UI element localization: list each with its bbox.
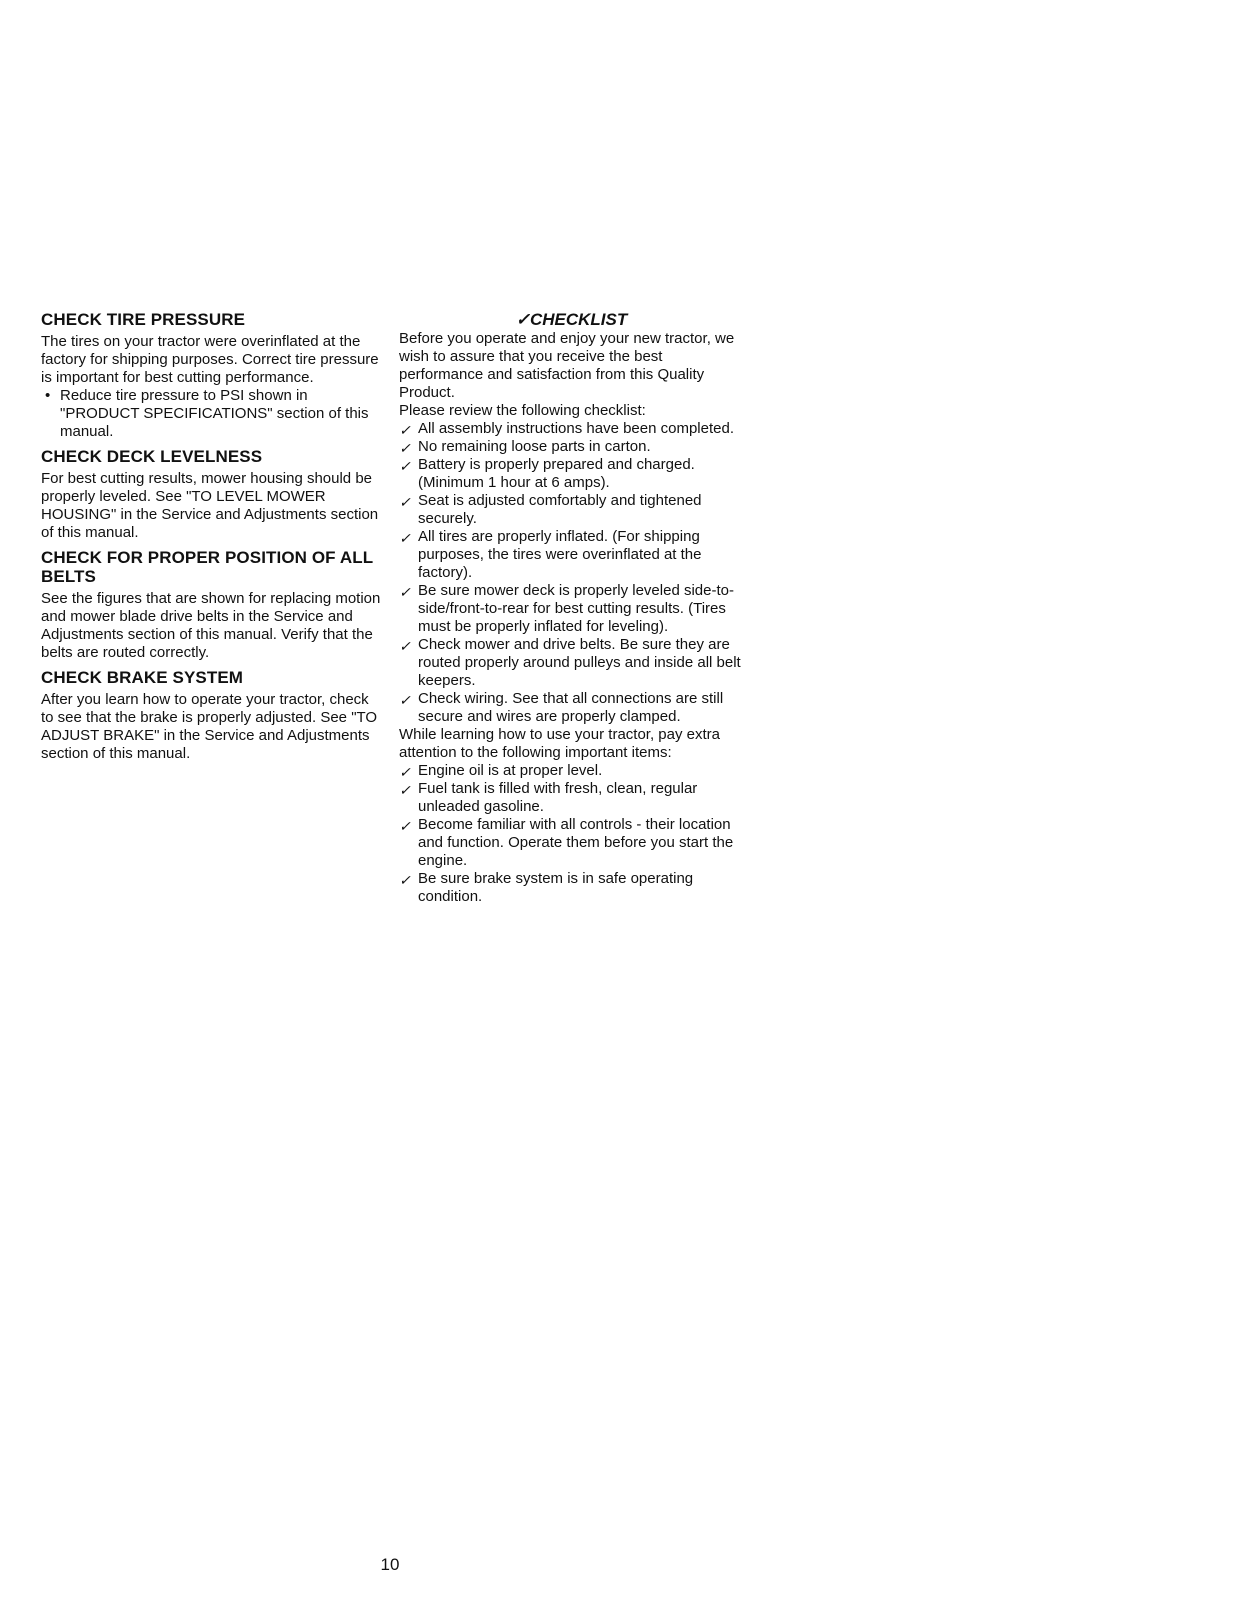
checklist-item-text: Check mower and drive belts. Be sure they are routed properly around pulleys and inside all belt keepers. [418,636,741,689]
check-mark-icon: ✓ [399,638,411,654]
important-item-text: Fuel tank is filled with fresh, clean, regular unleaded gasoline. [418,780,698,815]
check-mark-icon: ✓ [399,458,411,474]
checklist-review: Please review the following checklist: [399,402,646,419]
check-mark-icon: ✓ [399,530,411,546]
checklist-items [399,420,744,726]
page-number: 10 [380,1555,400,1574]
check-mark-icon: ✓ [399,422,411,438]
check-mark-icon: ✓ [399,764,411,780]
checklist-item-text: Battery is properly prepared and charged. (Minimum 1 hour at 6 amps). [418,456,695,491]
important-items [399,762,744,906]
deck-levelness-text: For best cutting results, mower housing should be properly leveled. See "TO LEVEL MOWER HOUSING" in the Service and Adjustments section of this manual. [41,470,379,541]
checklist-item [399,438,744,456]
left-column [41,310,381,763]
right-column [399,310,744,906]
check-mark-icon: ✓ [399,440,411,456]
checklist-item-text: No remaining loose parts in carton. [418,438,651,455]
important-item [399,780,744,816]
checklist-item [399,690,744,726]
check-brake-heading: CHECK BRAKE SYSTEM [41,668,244,687]
important-item-text: Be sure brake system is in safe operating condition. [418,870,694,905]
check-mark-icon: ✓ [399,584,411,600]
checklist-item-text: All tires are properly inflated. (For shipping purposes, the tires were overinflated at the factory). [418,528,702,581]
tire-pressure-text: The tires on your tractor were overinflated at the factory for shipping purposes. Correct tire pressure is important for best cutting performance. [41,333,379,386]
checklist-item [399,636,744,690]
checklist-item-text: All assembly instructions have been completed. [418,420,734,437]
learning-text: While learning how to use your tractor, pay extra attention to the following important items: [399,726,720,761]
check-tire-pressure-heading: CHECK TIRE PRESSURE [41,310,246,329]
checklist-item [399,528,744,582]
checklist-heading: ✓CHECKLIST [515,310,628,329]
checklist-item [399,456,744,492]
check-mark-icon: ✓ [399,494,411,510]
important-item [399,870,744,906]
check-deck-levelness-heading: CHECK DECK LEVELNESS [41,447,263,466]
important-item-text: Engine oil is at proper level. [418,762,603,779]
important-item [399,816,744,870]
checklist-item [399,492,744,528]
check-mark-icon: ✓ [399,872,411,888]
checklist-item-text: Check wiring. See that all connections are still secure and wires are properly clamped. [418,690,724,725]
check-mark-icon: ✓ [399,782,411,798]
tire-pressure-bullet [41,387,381,441]
brake-text: After you learn how to operate your tractor, check to see that the brake is properly adjusted. See "TO ADJUST BRAKE" in the Service and Adjustments section of this manual. [41,691,378,762]
checklist-item [399,420,744,438]
important-item [399,762,744,780]
important-item-text: Become familiar with all controls - their location and function. Operate them before you start the engine. [418,816,734,869]
checklist-item-text: Seat is adjusted comfortably and tightened securely. [418,492,702,527]
checklist-item-text: Be sure mower deck is properly leveled side-to-side/front-to-rear for best cutting results. (Tires must be properly inflated for leveling). [418,582,734,635]
belts-text: See the figures that are shown for replacing motion and mower blade drive belts in the Service and Adjustments section of this manual. Verify that the belts are routed correctly. [41,590,381,661]
check-mark-icon: ✓ [399,818,411,834]
check-mark-icon: ✓ [399,692,411,708]
checklist-item [399,582,744,636]
bullet-dot-icon: • [45,387,51,404]
checklist-intro: Before you operate and enjoy your new tractor, we wish to assure that you receive the best performance and satisfaction from this Quality Product. [399,330,735,401]
check-belts-heading: CHECK FOR PROPER POSITION OF ALL BELTS [41,548,373,586]
tire-pressure-bullet-text: Reduce tire pressure to PSI shown in "PRODUCT SPECIFICATIONS" section of this manual. [60,387,369,440]
